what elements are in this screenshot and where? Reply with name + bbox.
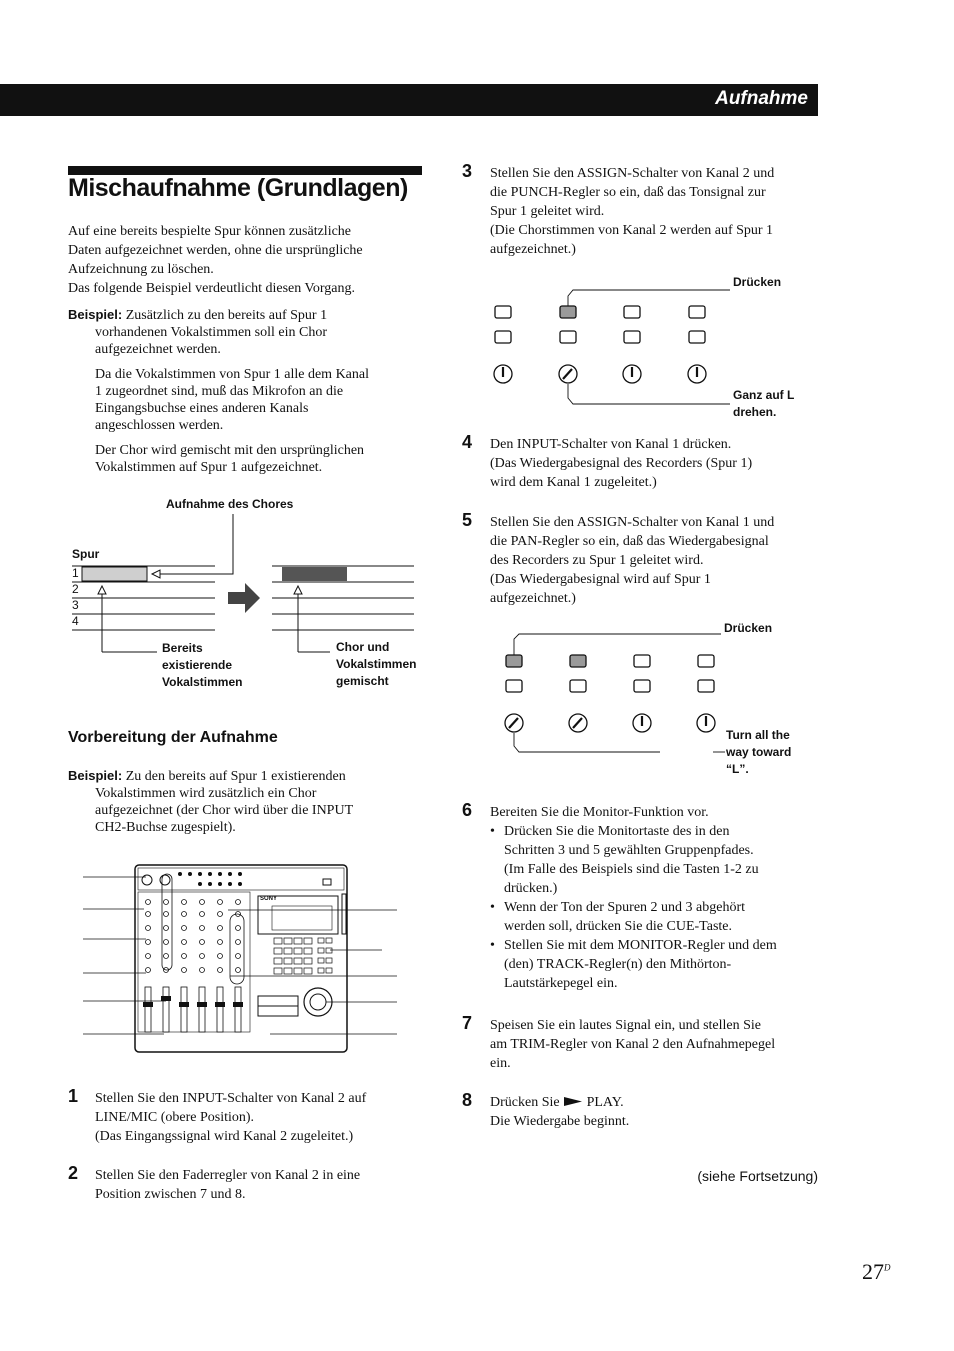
figure-label-line: way toward (726, 745, 792, 759)
diagram-label-line: Chor und (336, 640, 390, 654)
diagram-label-line: gemischt (336, 674, 389, 688)
step-text (490, 513, 825, 608)
diagram-label-spur: Spur (72, 547, 100, 561)
intro-line: Das folgende Beispiel verdeutlicht diesen Vorgang. (68, 281, 355, 296)
step-line: • Wenn der Ton der Spuren 2 und 3 abgehört (504, 900, 746, 915)
section-subheading: Vorbereitung der Aufnahme (68, 729, 278, 746)
example-text: Zusätzlich zu den bereits auf Spur 1 (125, 308, 328, 323)
bullet-list (490, 822, 825, 993)
example-label: Beispiel: (68, 768, 123, 783)
figure-label-press: Drücken (733, 275, 782, 289)
step-line: Stellen Sie den INPUT-Schalter von Kanal 2 auf (95, 1091, 367, 1106)
figure-label-line: Ganz auf L (733, 388, 795, 402)
page-title: Mischaufnahme (Grundlagen) (68, 174, 408, 202)
figure-label-line: “L”. (726, 762, 749, 776)
track-diagram (60, 492, 430, 697)
diagram-label-line: existierende (162, 658, 233, 672)
existing-vocals-block (82, 567, 147, 581)
step-line: am TRIM-Regler von Kanal 2 den Aufnahmepegel (490, 1037, 776, 1052)
mixer-graphic (80, 862, 400, 1057)
step-line: Schritten 3 und 5 gewählten Gruppenpfades. (504, 843, 754, 858)
example-text: Eingangsbuchse eines anderen Kanals (95, 401, 309, 416)
arrow-icon (228, 583, 260, 613)
step-text (490, 1093, 825, 1131)
step-text (490, 164, 825, 259)
step-line: Bereiten Sie die Monitor-Funktion vor. (490, 805, 709, 820)
page-number-suffix: D (884, 1262, 891, 1273)
step-number: 1 (68, 1086, 79, 1106)
step-line: Stellen Sie den Faderregler von Kanal 2 in eine (95, 1168, 361, 1183)
step-line: Speisen Sie ein lautes Signal ein, und stellen Sie (490, 1018, 762, 1033)
example-text: Der Chor wird gemischt mit den ursprünglichen (95, 443, 365, 458)
step-text (490, 435, 825, 492)
example-text: angeschlossen werden. (95, 418, 224, 433)
step-line: Spur 1 geleitet wird. (490, 204, 605, 219)
assign-figure-step3 (485, 274, 825, 424)
section-title: Aufnahme (715, 88, 808, 109)
step-number: 4 (462, 432, 473, 452)
diagram-label-left (162, 640, 242, 691)
step-line: Lautstärkepegel ein. (504, 976, 618, 991)
figure-label-line: drehen. (733, 405, 777, 419)
step-line: (Das Eingangssignal wird Kanal 2 zugeleitet.) (95, 1129, 354, 1144)
play-icon (563, 1096, 583, 1107)
step-line: die PUNCH-Regler so ein, daß das Tonsignal zur (490, 185, 766, 200)
step-number: 8 (462, 1090, 473, 1110)
step-line: wird dem Kanal 1 zugeleitet.) (490, 475, 657, 490)
step-line: (den) TRACK-Regler(n) den Mithörton- (504, 957, 732, 972)
figure-label-turn (726, 727, 791, 778)
step-number: 7 (462, 1013, 473, 1033)
bullet-item (490, 898, 825, 936)
step-line: des Recorders zu Spur 1 geleitet wird. (490, 553, 704, 568)
step-line: aufgezeichnet.) (490, 242, 576, 257)
step-line: (Die Chorstimmen von Kanal 2 werden auf Spur 1 (490, 223, 774, 238)
example-text: vorhandenen Vokalstimmen soll ein Chor (95, 325, 328, 340)
example-text: Da die Vokalstimmen von Spur 1 alle dem Kanal (95, 367, 369, 382)
step-line: • Drücken Sie die Monitortaste des in den (504, 824, 730, 839)
assign-figure-step5 (485, 620, 825, 780)
page-number (862, 1259, 891, 1285)
example-text: CH2-Buchse zugespielt). (95, 820, 236, 835)
step-line: Drücken Sie (490, 1095, 560, 1110)
step-text (490, 1016, 825, 1073)
figure-label-line: Turn all the (726, 728, 790, 742)
intro-line: Auf eine bereits bespielte Spur können zusätzliche (68, 224, 352, 239)
page-number-value: 27 (862, 1259, 884, 1284)
diagram-label-line: Vokalstimmen (336, 657, 417, 671)
example-text: aufgezeichnet werden. (95, 342, 221, 357)
step-number: 5 (462, 510, 473, 530)
step-line: aufgezeichnet.) (490, 591, 576, 606)
step-line: Stellen Sie den ASSIGN-Schalter von Kanal 1 und (490, 515, 775, 530)
step-text (95, 1166, 430, 1204)
intro-paragraph (68, 222, 428, 298)
step-number: 3 (462, 161, 473, 181)
step-line: (Das Wiedergabesignal des Recorders (Spur 1) (490, 456, 753, 471)
step-line: (Im Falle des Beispiels sind die Tasten 1-2 zu (504, 862, 759, 877)
bullet-item (490, 936, 825, 993)
step-line: Den INPUT-Schalter von Kanal 1 drücken. (490, 437, 732, 452)
track-number: 2 (72, 582, 79, 596)
step-line: Stellen Sie den ASSIGN-Schalter von Kanal 2 und (490, 166, 775, 181)
diagram-label-line: Vokalstimmen (162, 675, 243, 689)
step-line: LINE/MIC (obere Position). (95, 1110, 255, 1125)
mixed-block (282, 567, 347, 581)
example-text: 1 zugeordnet sind, muß das Mikrofon an die (95, 384, 344, 399)
diagram-label-right (336, 639, 416, 690)
example-block (68, 767, 428, 836)
step-line: die PAN-Regler so ein, daß das Wiedergabesignal (490, 534, 769, 549)
diagram-label-line: Bereits (162, 641, 203, 655)
track-number: 1 (72, 566, 79, 580)
diagram-label-top: Aufnahme des Chores (166, 497, 294, 511)
continued-note: (siehe Fortsetzung) (697, 1168, 818, 1184)
step-line: (Das Wiedergabesignal wird auf Spur 1 (490, 572, 711, 587)
bullet-item (490, 822, 825, 898)
step-line: werden soll, drücken Sie die CUE-Taste. (504, 919, 733, 934)
example-text: aufgezeichnet (der Chor wird über die INPUT (95, 803, 354, 818)
step-line: Die Wiedergabe beginnt. (490, 1114, 630, 1129)
step-line: PLAY. (586, 1095, 624, 1110)
example-text: Vokalstimmen wird zusätzlich ein Chor (95, 786, 317, 801)
track-number: 4 (72, 614, 79, 628)
figure-label-turn (733, 387, 794, 421)
step-line: ein. (490, 1056, 511, 1071)
section-header-bar (0, 84, 818, 116)
step-text (95, 1089, 430, 1146)
step-number: 6 (462, 800, 473, 820)
step-line: Position zwischen 7 und 8. (95, 1187, 246, 1202)
step-number: 2 (68, 1163, 79, 1183)
example-block (68, 306, 428, 476)
step-line: • Stellen Sie mit dem MONITOR-Regler und dem (504, 938, 777, 953)
intro-line: Daten aufgezeichnet werden, ohne die ursprüngliche (68, 243, 363, 258)
step-text (490, 803, 825, 993)
intro-line: Aufzeichnung zu löschen. (68, 262, 214, 277)
step-line: drücken.) (504, 881, 558, 896)
example-text: Vokalstimmen auf Spur 1 aufgezeichnet. (95, 460, 323, 475)
brand-logo: SONY (260, 896, 278, 902)
mixer-illustration (80, 862, 400, 1057)
figure-label-press: Drücken (724, 621, 773, 635)
track-number: 3 (72, 598, 79, 612)
example-label: Beispiel: (68, 307, 123, 322)
example-text: Zu den bereits auf Spur 1 existierenden (125, 769, 346, 784)
